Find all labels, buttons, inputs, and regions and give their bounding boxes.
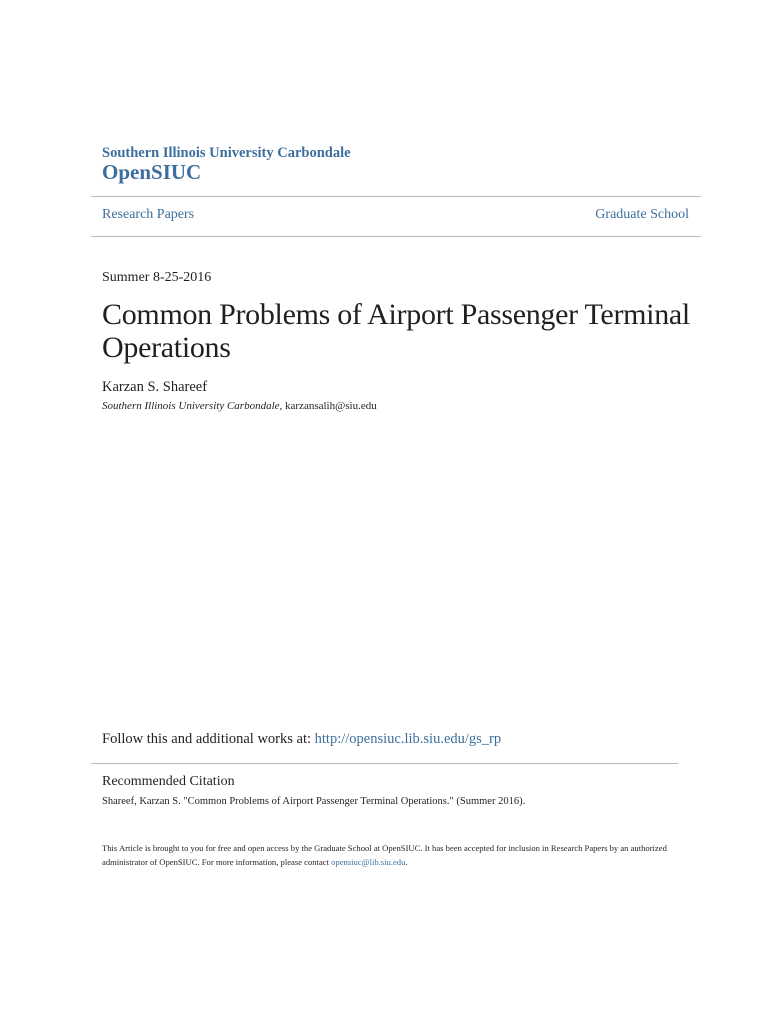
citation-divider — [91, 763, 678, 764]
department-link[interactable]: Graduate School — [595, 207, 689, 222]
citation-text: Shareef, Karzan S. "Common Problems of Airport Passenger Terminal Operations." (Summer 2016). — [102, 796, 526, 807]
author-name: Karzan S. Shareef — [102, 379, 208, 395]
header-divider-top — [91, 196, 701, 197]
author-affiliation-line — [102, 400, 377, 412]
footer-end: . — [405, 856, 408, 867]
repository-name[interactable]: OpenSIUC — [102, 160, 202, 184]
footer-notice — [102, 842, 672, 869]
institution-name[interactable]: Southern Illinois University Carbondale — [102, 145, 351, 161]
publication-date: Summer 8-25-2016 — [102, 270, 212, 285]
contact-email-link[interactable]: opensiuc@lib.siu.edu — [331, 856, 406, 867]
article-title: Common Problems of Airport Passenger Terminal Operations — [102, 298, 690, 364]
follow-line — [102, 731, 501, 748]
header-divider-bottom — [91, 236, 701, 237]
author-affiliation: Southern Illinois University Carbondale — [102, 400, 280, 412]
footer-text: This Article is brought to you for free and open access by the Graduate School at OpenSIUC. It has been accepted for inclusion in Research Papers by an authorized administrator of OpenSIUC. For more information, please contact — [102, 843, 667, 867]
author-email: karzansalih@siu.edu — [285, 400, 377, 412]
recommended-citation-heading: Recommended Citation — [102, 774, 235, 789]
follow-prefix: Follow this and additional works at: — [102, 731, 315, 747]
collection-link[interactable]: Research Papers — [102, 207, 195, 222]
collection-url-link[interactable]: http://opensiuc.lib.siu.edu/gs_rp — [314, 731, 502, 747]
affiliation-separator: , — [279, 400, 286, 412]
